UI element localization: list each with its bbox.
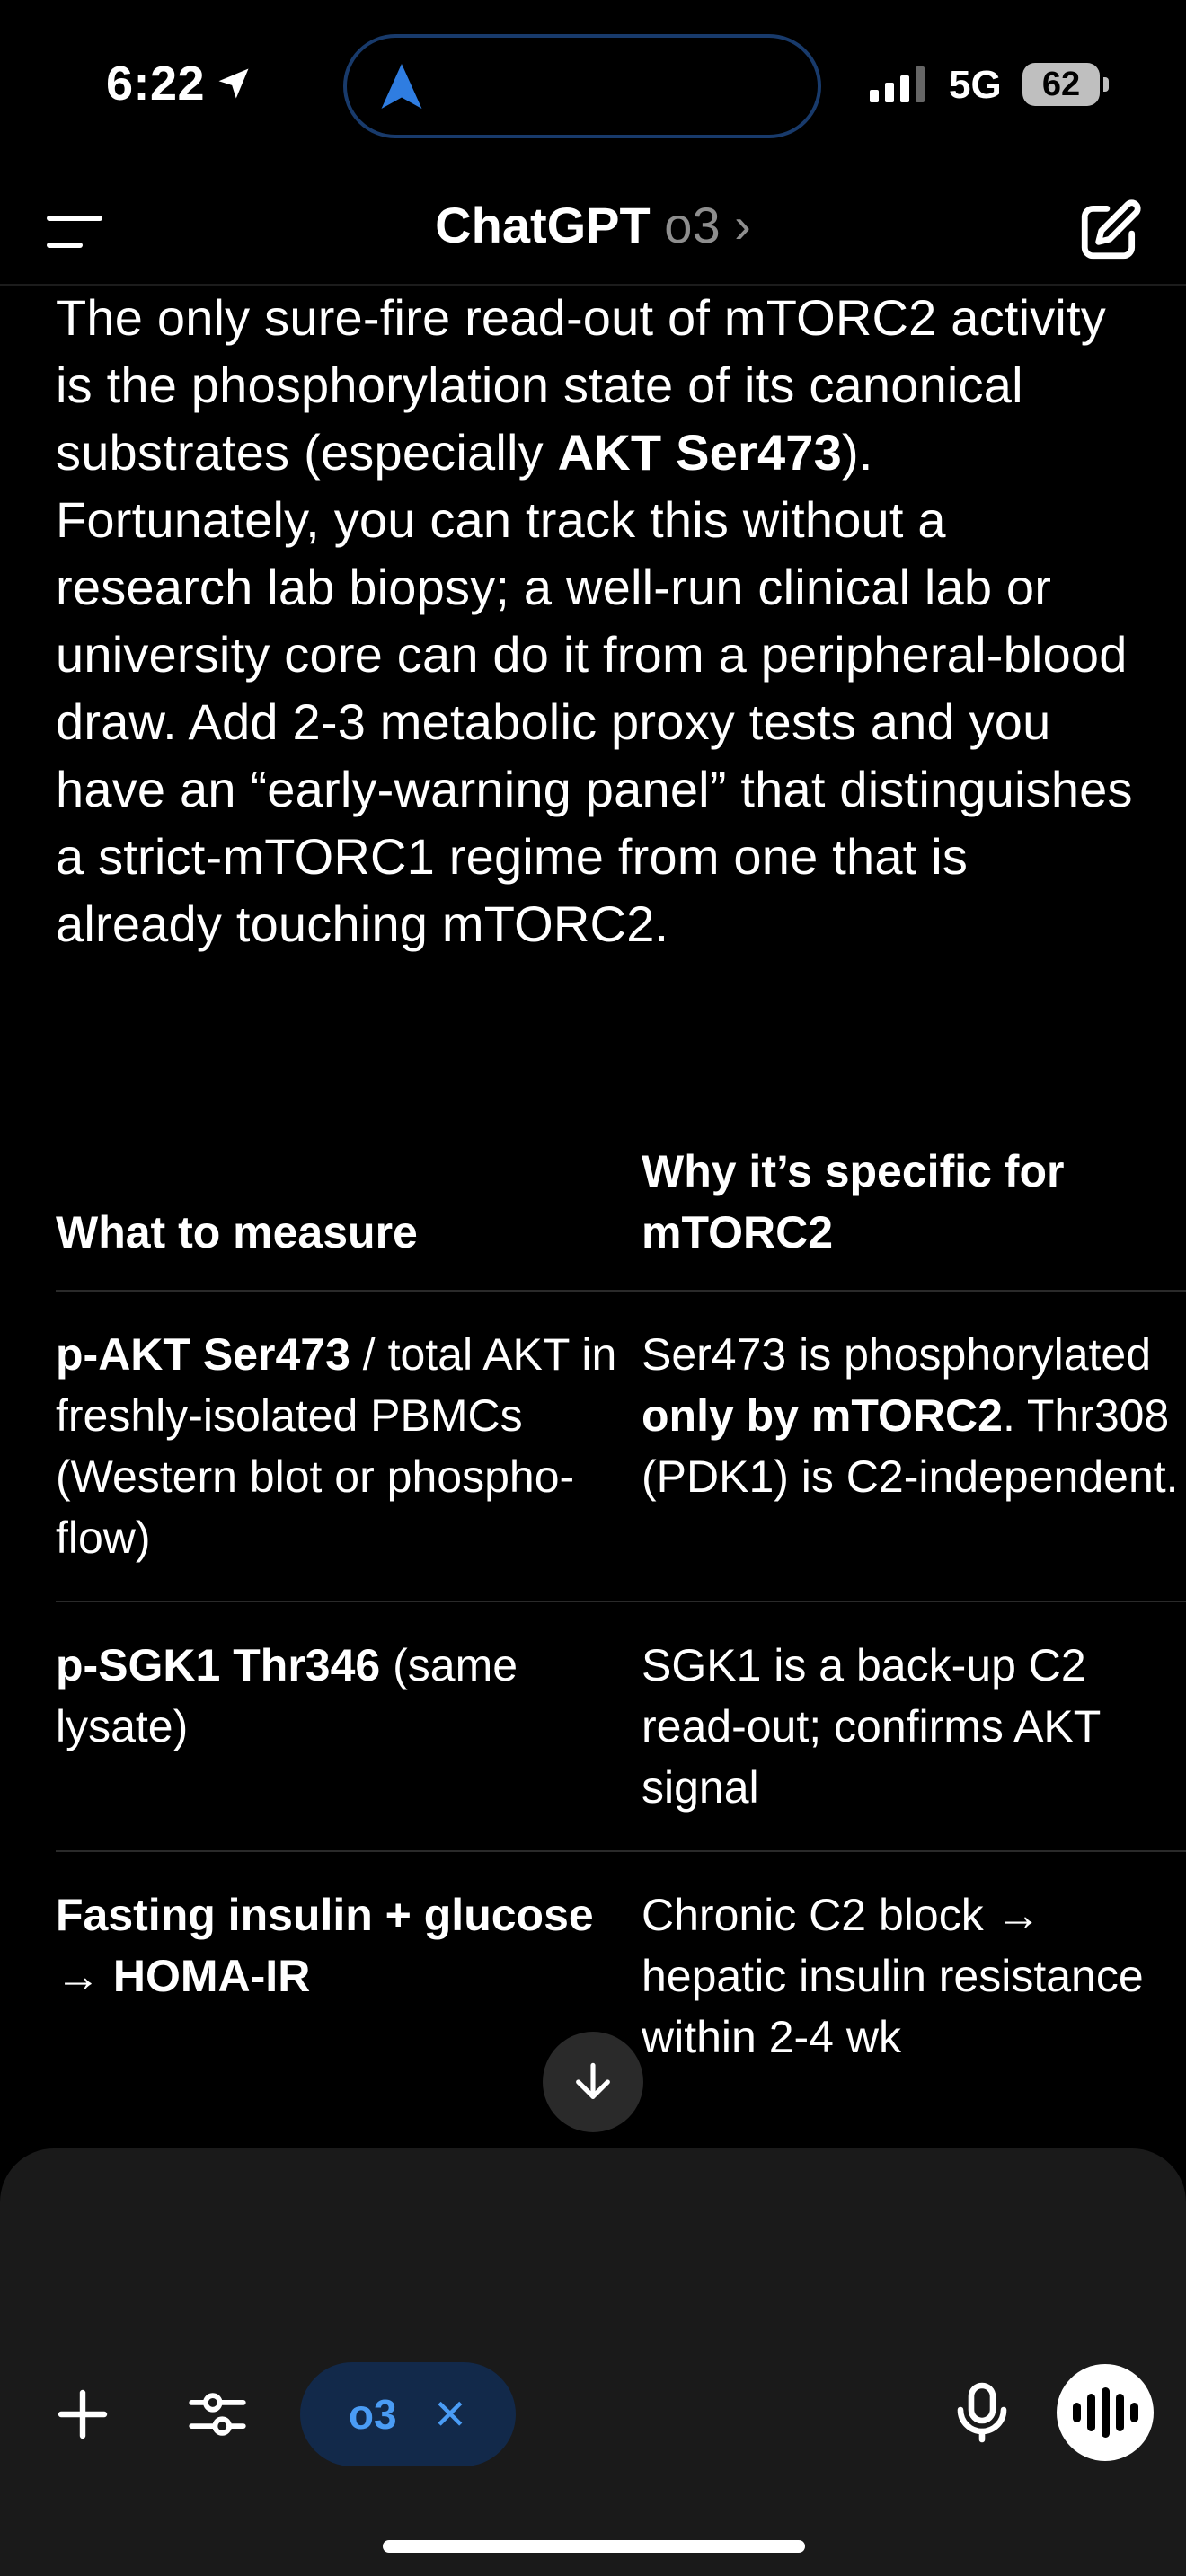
app-title: ChatGPT [435,197,651,253]
table-header-measure: What to measure [56,1207,418,1257]
table-row [56,1601,1186,1851]
model-selector[interactable] [0,196,1186,254]
voice-mode-button[interactable] [1057,2364,1154,2461]
assistant-message [56,284,1134,957]
table-cell-why: SGK1 is a back-up C2 read-out; confirms AKT signal [642,1601,1186,1851]
table-cell-measure: Fasting insulin + glucose → HOMA-IR [56,1851,642,2100]
tune-icon[interactable] [187,2386,248,2443]
battery-icon: 62 [1022,63,1100,106]
clock-time: 6:22 [106,57,206,110]
home-indicator[interactable] [383,2540,805,2553]
location-arrow-icon [214,64,253,103]
status-bar [0,0,1186,180]
bold-term: AKT Ser473 [557,424,842,481]
table-row [56,1291,1186,1601]
scroll-to-bottom-button[interactable] [543,2032,643,2132]
table-header-why: Why it’s specific for mTORC2 [642,1146,1065,1257]
table-cell-measure: p-AKT Ser473 / total AKT in freshly-isolated PBMCs (Western blot or phospho-flow) [56,1291,642,1601]
model-chip[interactable] [300,2362,516,2466]
table-cell-why: Ser473 is phosphorylated only by mTORC2. Thr308 (PDK1) is C2-independent. [642,1291,1186,1601]
model-name: o3 [664,197,721,253]
measurement-table [56,1141,1186,2100]
chevron-right-icon: › [734,197,751,253]
message-intro: The only sure-fire read-out of mTORC2 activity is the phosphorylation state of its canonical substrates (especially AKT Ser473). Fortunately, you can track this without a research lab biopsy; a well-run clinical lab or university core can do it from a peripheral-blood draw. Add 2-3 metabolic proxy tests and you have an “early-warning panel” that distinguishes a strict-mTORC1 regime from one that is already touching mTORC2. [56,289,1133,952]
clock [106,56,253,111]
plus-icon[interactable] [54,2386,111,2443]
compose-icon[interactable] [1076,198,1143,264]
mic-icon[interactable] [952,2380,1012,2445]
dynamic-island[interactable] [343,34,821,138]
app-header [0,180,1186,286]
table-cell-measure: p-SGK1 Thr346 (same lysate) [56,1601,642,1851]
composer[interactable] [0,2148,1186,2576]
arrow-down-icon [568,2057,618,2107]
table-cell-why: Chronic C2 block → hepatic insulin resistance within 2-4 wk [642,1851,1186,2100]
network-label: 5G [949,63,1002,107]
close-icon[interactable]: ✕ [432,2391,468,2438]
model-chip-label: o3 [348,2391,397,2438]
table-header-row [56,1141,1186,1291]
signal-icon [870,66,925,102]
navigation-icon [379,61,424,111]
